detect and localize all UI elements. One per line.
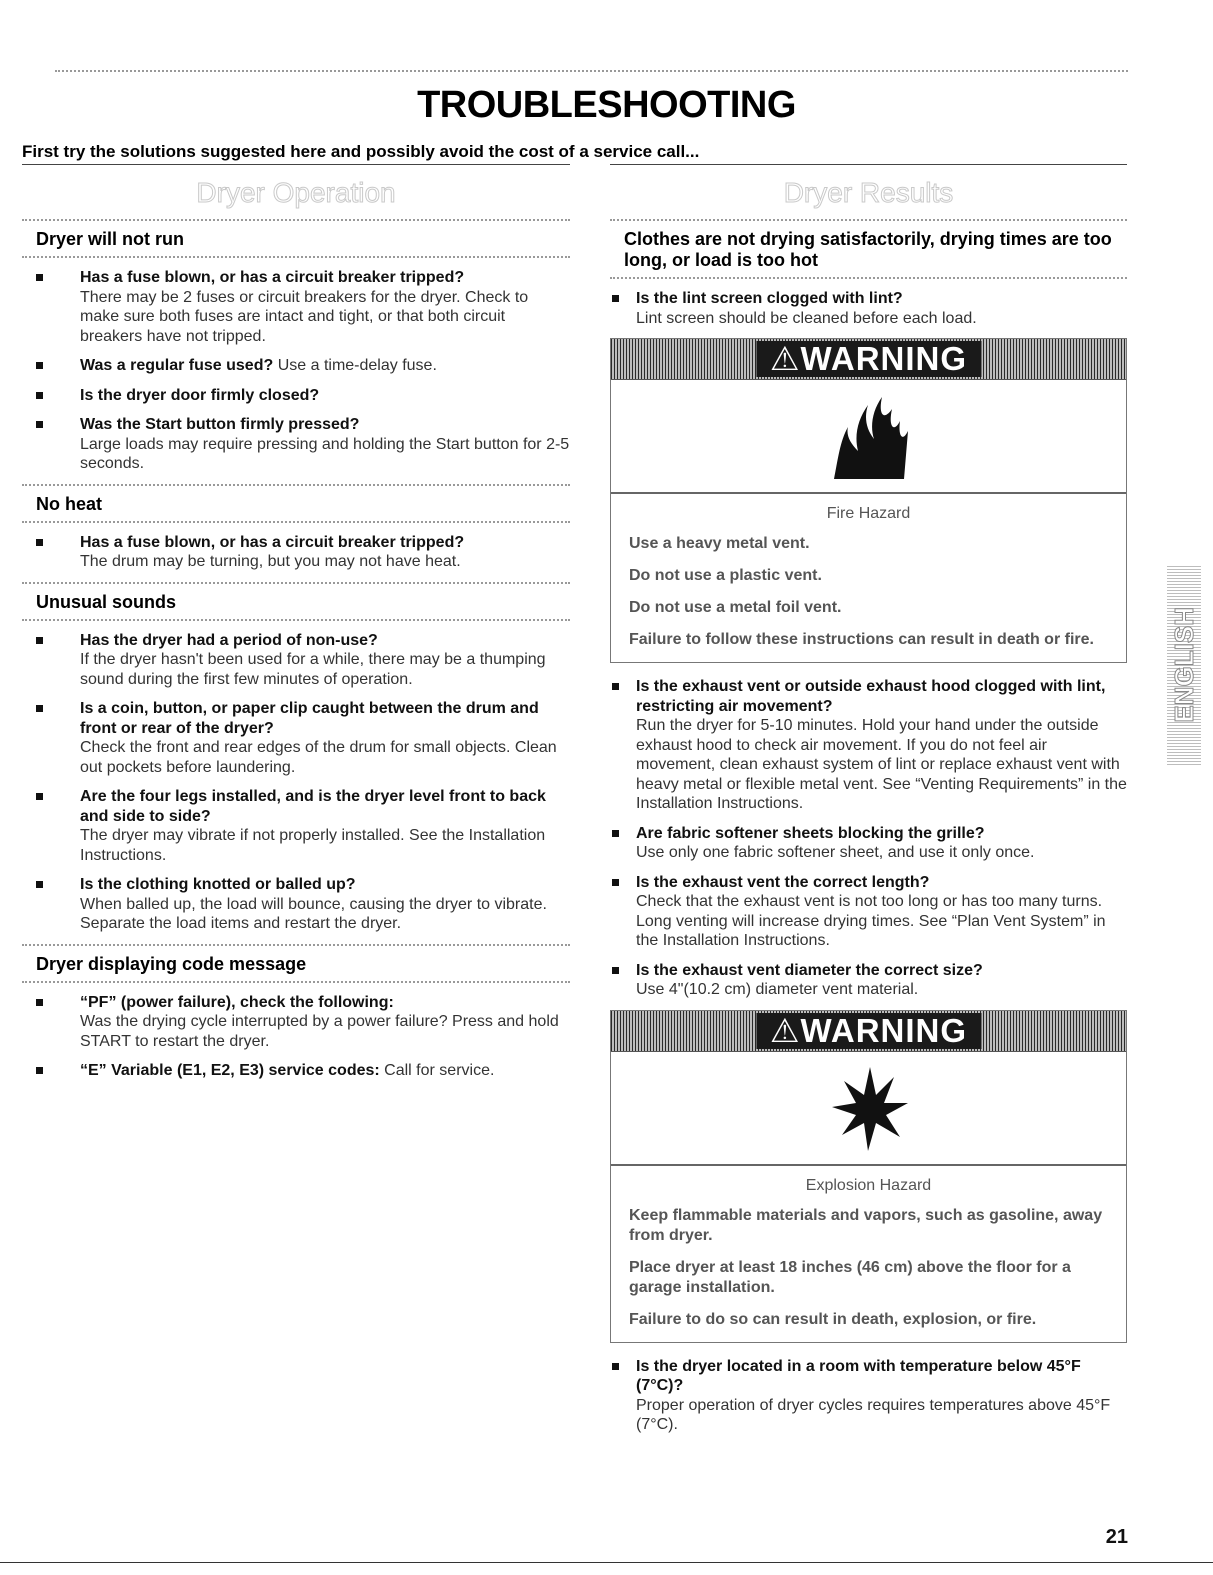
list-item xyxy=(610,873,1127,951)
left-column xyxy=(22,164,570,1091)
dotted-divider xyxy=(22,521,570,523)
list-item xyxy=(22,386,570,406)
answer: Proper operation of dryer cycles requires temperatures above 45°F (7°C). xyxy=(636,1396,1111,1433)
warning-line: Failure to do so can result in death, explosion, or fire. xyxy=(629,1310,1037,1328)
bullet-icon xyxy=(612,830,619,837)
hazard-title: Explosion Hazard xyxy=(805,1176,932,1194)
list-item xyxy=(610,289,1127,328)
list-item xyxy=(610,961,1127,1000)
question: Are the four legs installed, and is the dryer level front to back and side to side? xyxy=(80,788,546,825)
hazard-title: Fire Hazard xyxy=(826,505,911,522)
warning-triangle-icon: ⚠ xyxy=(769,1011,801,1049)
divider xyxy=(610,164,1127,165)
warning-label: ⚠WARNING xyxy=(756,341,981,377)
list-item xyxy=(22,533,570,572)
question: Is a coin, button, or paper clip caught between the drum and front or rear of the dryer? xyxy=(80,700,539,737)
question: Is the exhaust vent or outside exhaust hood clogged with lint, restricting air movement? xyxy=(636,678,1106,715)
top-rule xyxy=(55,70,1128,72)
side-tab-label: ENGLISH xyxy=(1168,607,1199,723)
answer: Was the drying cycle interrupted by a power failure? Press and hold START to restart the dryer. xyxy=(80,1013,559,1050)
section-title-dryer-results: Dryer Results xyxy=(783,177,954,208)
warning-line: Keep flammable materials and vapors, such as gasoline, away from dryer. xyxy=(629,1206,1103,1244)
dotted-divider xyxy=(610,277,1127,279)
subhead-not-drying: Clothes are not drying satisfactorily, drying times are too long, or load is too hot xyxy=(624,229,1112,270)
question: Is the dryer door firmly closed? xyxy=(80,386,320,404)
warning-body xyxy=(611,494,1126,662)
warning-line: Do not use a metal foil vent. xyxy=(629,599,842,616)
list-item xyxy=(22,875,570,934)
bullet-icon xyxy=(612,683,619,690)
answer: Large loads may require pressing and holding the Start button for 2-5 seconds. xyxy=(80,435,570,472)
items-list xyxy=(22,631,570,934)
bullet-icon xyxy=(36,705,43,712)
question: Are fabric softener sheets blocking the grille? xyxy=(636,824,985,842)
bullet-icon xyxy=(36,637,43,644)
answer: The dryer may vibrate if not properly installed. See the Installation Instructions. xyxy=(80,827,546,864)
bullet-icon xyxy=(36,1067,43,1074)
bullet-icon xyxy=(612,1363,619,1370)
question: Is the exhaust vent diameter the correct size? xyxy=(636,961,983,979)
warning-line: Use a heavy metal vent. xyxy=(629,535,810,552)
warning-line: Failure to follow these instructions can result in death or fire. xyxy=(629,631,1094,648)
dotted-divider xyxy=(22,619,570,621)
list-item xyxy=(22,1061,570,1081)
answer: When balled up, the load will bounce, causing the dryer to vibrate. Separate the load items and restart the dryer. xyxy=(80,895,547,932)
divider xyxy=(22,164,570,165)
group-heading: Unusual sounds xyxy=(36,591,177,612)
answer: Lint screen should be cleaned before each load. xyxy=(636,309,977,327)
warning-label: ⚠WARNING xyxy=(756,1013,981,1049)
answer: If the dryer hasn't been used for a while, there may be a thumping sound during the first few minutes of operation. xyxy=(80,651,546,688)
answer: Check that the exhaust vent is not too long or has too many turns. Long venting will increase drying times. See “Plan Vent System” in the Installation Instructions. xyxy=(636,893,1106,949)
group-heading: Dryer will not run xyxy=(36,229,185,249)
question: Is the exhaust vent the correct length? xyxy=(636,873,930,891)
question: Was the Start button firmly pressed? xyxy=(80,416,360,433)
list-item xyxy=(22,699,570,777)
list-item xyxy=(610,1357,1127,1435)
group-heading: No heat xyxy=(36,493,103,514)
answer: Check the front and rear edges of the drum for small objects. Clean out pockets before laundering. xyxy=(80,739,557,776)
section-title-dryer-operation: Dryer Operation xyxy=(196,177,396,208)
left-groups xyxy=(22,219,570,1081)
list-item xyxy=(610,824,1127,863)
question: “E” Variable (E1, E2, E3) service codes: xyxy=(80,1062,380,1079)
question: Has a fuse blown, or has a circuit breaker tripped? xyxy=(80,533,465,551)
list-item xyxy=(22,787,570,865)
list-item xyxy=(22,356,570,376)
items-list xyxy=(22,533,570,572)
question: Has the dryer had a period of non-use? xyxy=(80,631,378,649)
warning-header xyxy=(611,1011,1126,1052)
list-item xyxy=(22,631,570,690)
items-list xyxy=(610,677,1127,1000)
fire-warning-box xyxy=(610,338,1127,663)
bullet-icon xyxy=(612,295,619,302)
page-subtitle: First try the solutions suggested here and possibly avoid the cost of a service call... xyxy=(22,142,700,161)
answer: Use only one fabric softener sheet, and use it only once. xyxy=(636,844,1035,861)
dotted-divider xyxy=(22,981,570,983)
bullet-icon xyxy=(36,999,43,1006)
warning-header xyxy=(611,339,1126,380)
items-list xyxy=(610,289,1127,328)
bullet-icon xyxy=(36,362,43,369)
list-item xyxy=(22,268,570,346)
bullet-icon xyxy=(36,881,43,888)
bullet-icon xyxy=(612,879,619,886)
bullet-icon xyxy=(36,421,43,428)
bullet-icon xyxy=(36,274,43,281)
page-number: 21 xyxy=(1105,1526,1128,1548)
language-side-tab xyxy=(1167,565,1201,765)
answer: Call for service. xyxy=(384,1062,495,1079)
right-column xyxy=(610,164,1127,1445)
question: Has a fuse blown, or has a circuit breaker tripped? xyxy=(80,269,465,286)
page-title: TROUBLESHOOTING xyxy=(417,84,796,126)
list-item xyxy=(22,415,570,474)
bullet-icon xyxy=(612,967,619,974)
dotted-divider xyxy=(22,256,570,258)
bottom-rule xyxy=(0,1562,1213,1563)
warning-body xyxy=(611,1166,1126,1342)
items-list xyxy=(22,268,570,474)
question: Is the dryer located in a room with temperature below 45°F (7°C)? xyxy=(636,1357,1081,1394)
fire-icon xyxy=(611,380,1126,494)
answer: The drum may be turning, but you may not have heat. xyxy=(80,553,461,570)
bullet-icon xyxy=(36,392,43,399)
question: “PF” (power failure), check the following: xyxy=(80,993,394,1011)
explosion-icon xyxy=(611,1052,1126,1166)
bullet-icon xyxy=(36,793,43,800)
warning-triangle-icon: ⚠ xyxy=(769,340,801,377)
bullet-icon xyxy=(36,539,43,546)
list-item xyxy=(610,677,1127,814)
items-list xyxy=(22,993,570,1081)
group-heading: Dryer displaying code message xyxy=(36,953,307,974)
answer: Use 4"(10.2 cm) diameter vent material. xyxy=(636,981,919,998)
explosion-warning-box xyxy=(610,1010,1127,1343)
answer: Run the dryer for 5-10 minutes. Hold your hand under the outside exhaust hood to check air movement. If you do not feel air movement, clean exhaust system of lint or replace exhaust vent with heavy metal or flexible metal vent. See “Venting Requirements” in the Installation Instructions. xyxy=(636,717,1127,812)
warning-line: Place dryer at least 18 inches (46 cm) above the floor for a garage installation. xyxy=(629,1258,1071,1296)
list-item xyxy=(22,993,570,1052)
items-list xyxy=(610,1357,1127,1435)
question: Is the lint screen clogged with lint? xyxy=(636,290,903,307)
warning-line: Do not use a plastic vent. xyxy=(629,567,822,584)
question: Was a regular fuse used? xyxy=(80,357,274,374)
answer: There may be 2 fuses or circuit breakers for the dryer. Check to make sure both fuses are intact and tight, or that both circuit breakers have not tripped. xyxy=(80,288,529,345)
answer: Use a time-delay fuse. xyxy=(277,357,437,374)
question: Is the clothing knotted or balled up? xyxy=(80,876,356,893)
